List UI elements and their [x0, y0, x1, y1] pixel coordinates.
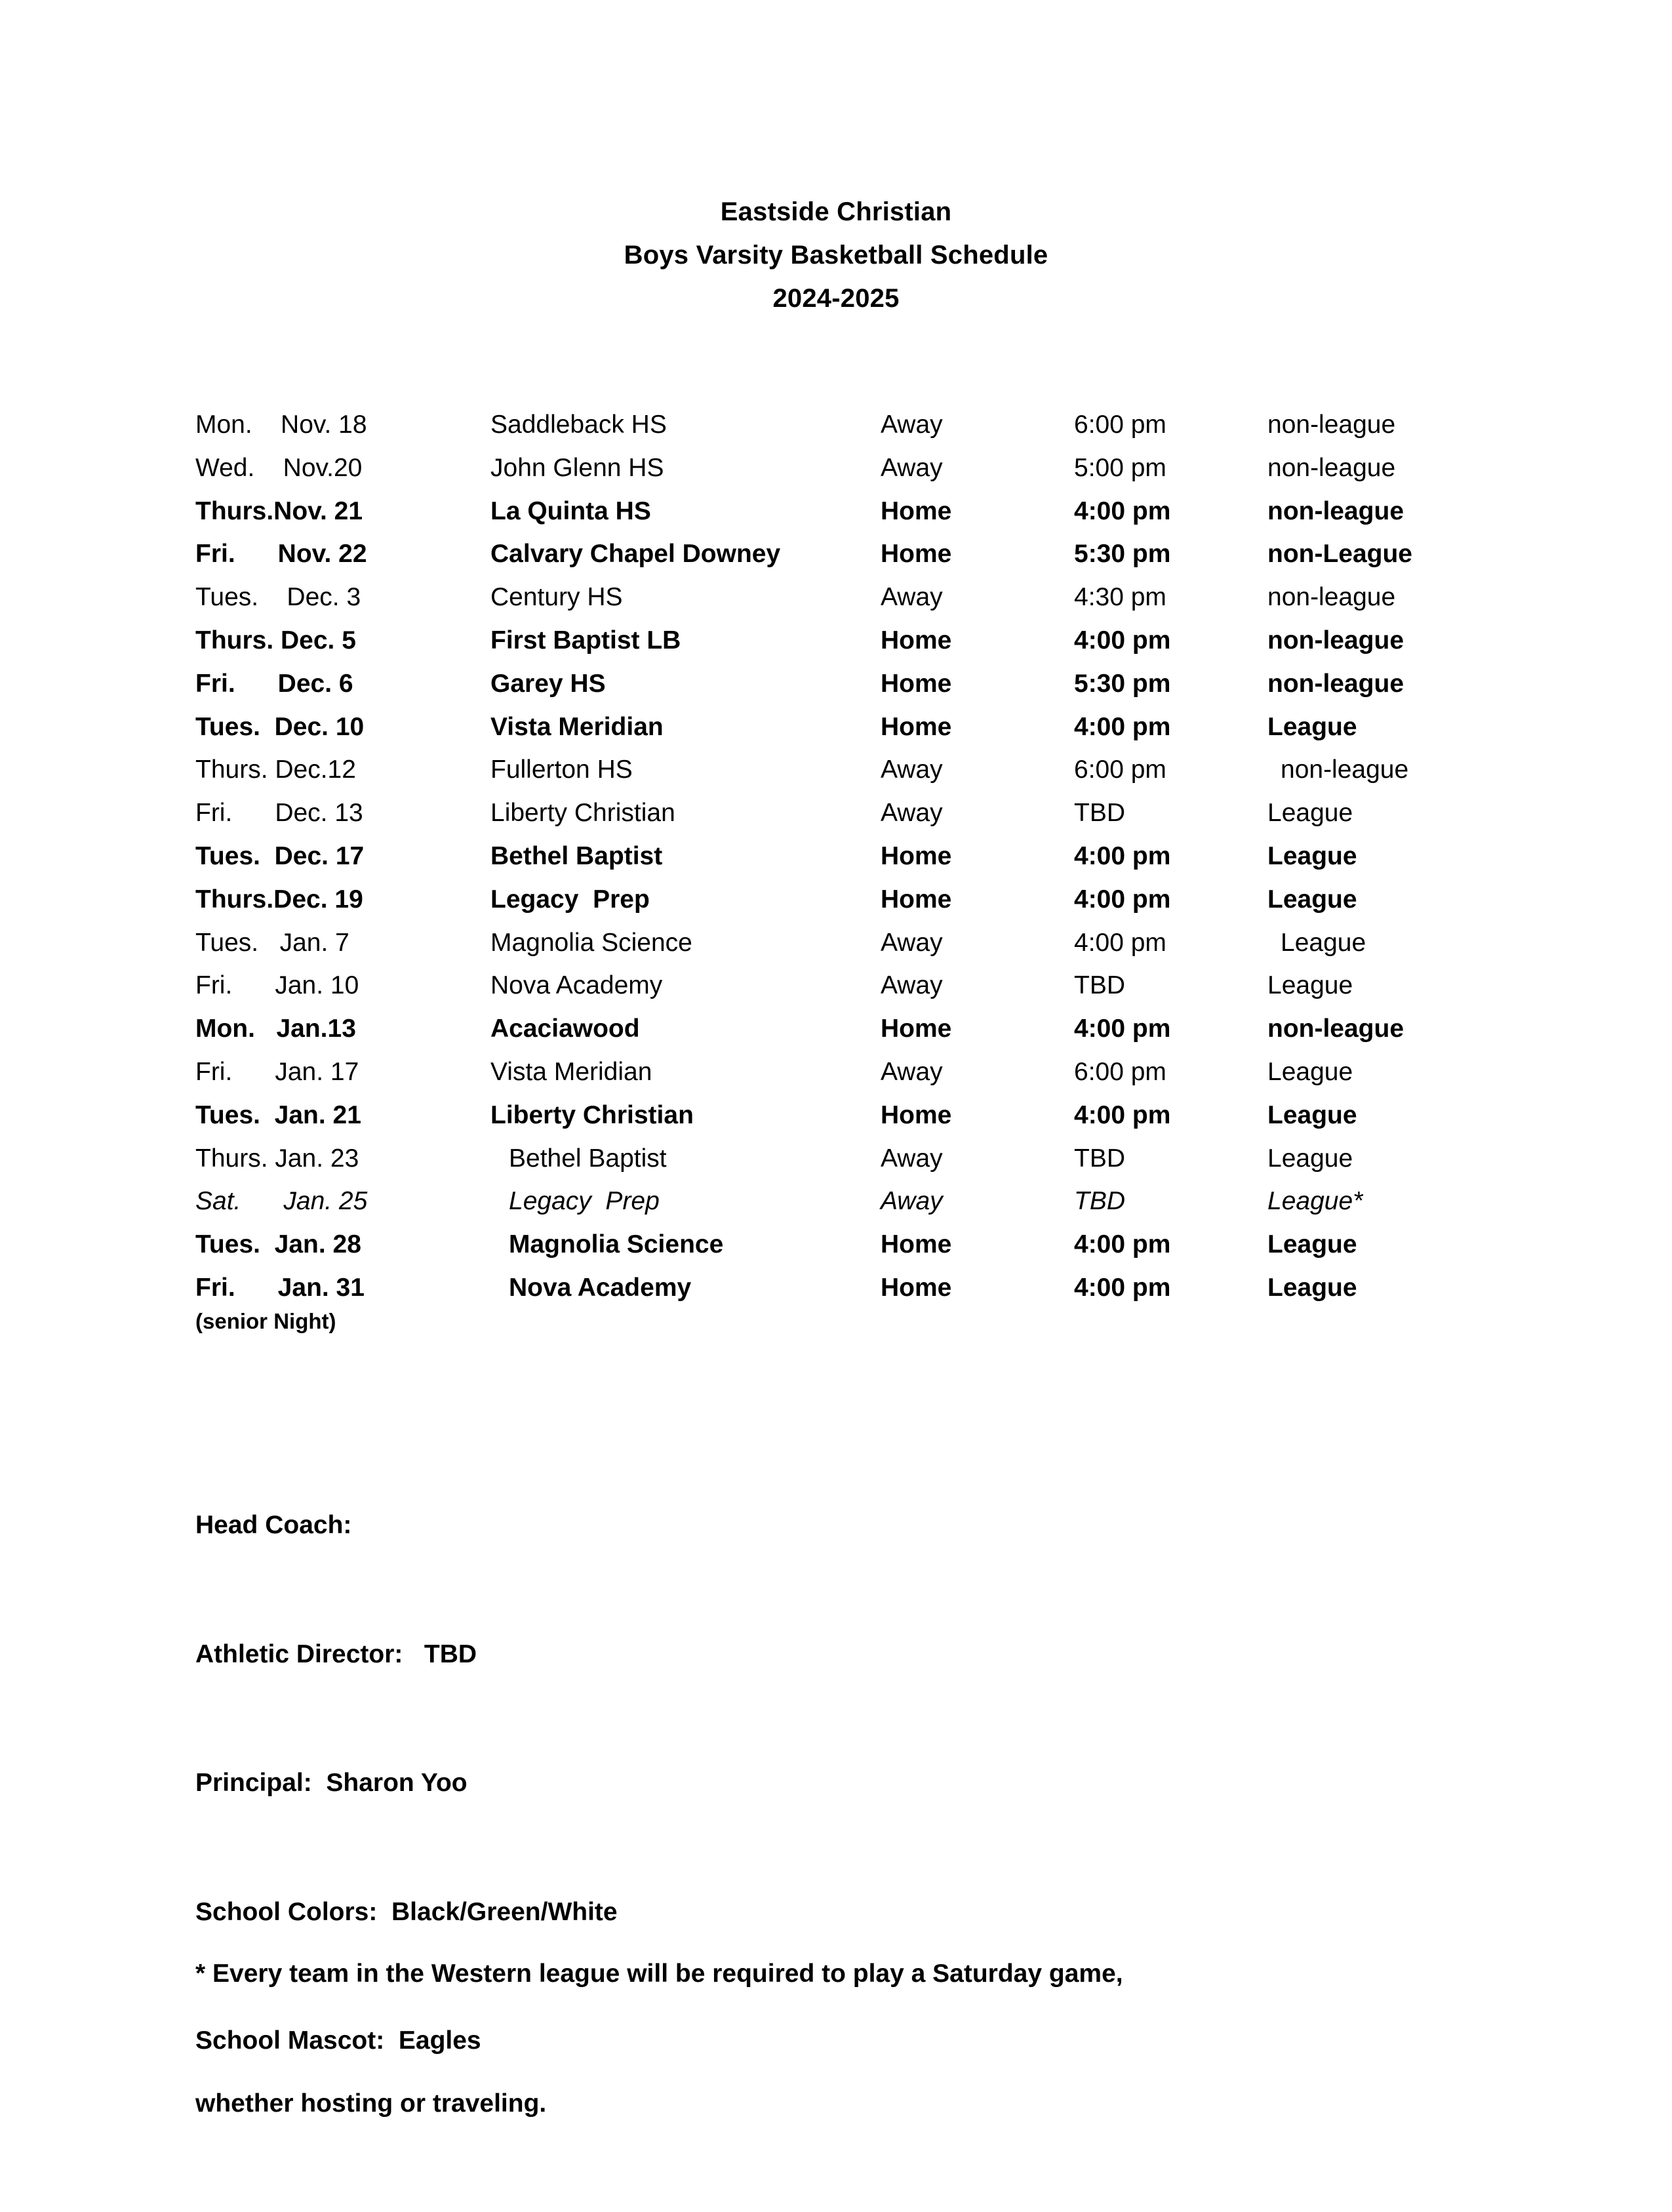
schedule-cell-time: 4:00 pm	[1074, 712, 1171, 741]
schedule-cell-day: Tues. Jan. 28	[195, 1230, 361, 1259]
schedule-cell-type: League	[1281, 928, 1366, 957]
schedule-cell-opponent: Nova Academy	[490, 971, 663, 1000]
schedule-cell-time: TBD	[1074, 1187, 1125, 1216]
document-title-block	[0, 190, 1672, 320]
schedule-cell-site: Home	[881, 1100, 952, 1129]
schedule-row	[195, 662, 1507, 706]
schedule-cell-time: 4:00 pm	[1074, 626, 1171, 654]
schedule-cell-type: League	[1267, 712, 1357, 741]
schedule-row	[195, 490, 1507, 533]
schedule-table	[195, 403, 1507, 1310]
schedule-cell-type: non-league	[1281, 755, 1409, 784]
title-line-school: Eastside Christian	[720, 197, 952, 226]
schedule-cell-day: Thurs.Nov. 21	[195, 496, 363, 525]
schedule-cell-site: Away	[881, 1187, 943, 1216]
schedule-cell-time: 4:00 pm	[1074, 1273, 1171, 1302]
schedule-row	[195, 835, 1507, 878]
schedule-cell-day: Wed. Nov.20	[195, 453, 363, 482]
schedule-row	[195, 447, 1507, 490]
schedule-cell-opponent: Vista Meridian	[490, 712, 664, 741]
schedule-cell-site: Home	[881, 841, 952, 870]
schedule-cell-opponent: Liberty Christian	[490, 799, 675, 828]
info-head-coach: Head Coach:	[195, 1511, 352, 1539]
title-line-program: Boys Varsity Basketball Schedule	[624, 241, 1048, 270]
schedule-cell-type: League	[1267, 799, 1353, 828]
footnote-line-2: whether hosting or traveling.	[195, 2089, 547, 2118]
info-athletic-director: Athletic Director: TBD	[195, 1639, 477, 1668]
schedule-row	[195, 706, 1507, 749]
schedule-cell-day: Fri. Dec. 13	[195, 799, 363, 828]
schedule-cell-time: 6:00 pm	[1074, 755, 1166, 784]
schedule-cell-day: Tues. Jan. 7	[195, 928, 349, 957]
schedule-cell-day: Mon. Jan.13	[195, 1015, 356, 1043]
schedule-row	[195, 619, 1507, 662]
schedule-cell-opponent: First Baptist LB	[490, 626, 681, 654]
schedule-cell-site: Home	[881, 885, 952, 914]
schedule-cell-type: non-league	[1267, 496, 1404, 525]
schedule-cell-opponent: Garey HS	[490, 669, 606, 698]
saturday-game-footnote	[195, 1866, 1428, 2212]
schedule-cell-type: League*	[1267, 1187, 1363, 1216]
schedule-row	[195, 921, 1507, 965]
schedule-cell-opponent: Fullerton HS	[490, 755, 633, 784]
schedule-cell-opponent: Vista Meridian	[490, 1057, 652, 1086]
schedule-cell-opponent: Legacy Prep	[490, 885, 650, 914]
schedule-cell-type: League	[1267, 885, 1357, 914]
schedule-cell-site: Home	[881, 669, 952, 698]
schedule-cell-type: non-league	[1267, 1015, 1404, 1043]
schedule-cell-day: Fri. Jan. 17	[195, 1057, 359, 1086]
schedule-row	[195, 403, 1507, 447]
schedule-cell-day: Fri. Jan. 10	[195, 971, 359, 1000]
schedule-cell-day: Fri. Dec. 6	[195, 669, 353, 698]
schedule-cell-type: League	[1267, 971, 1353, 1000]
schedule-cell-type: non-league	[1267, 411, 1396, 439]
senior-night-note: (senior Night)	[195, 1309, 336, 1333]
info-principal: Principal: Sharon Yoo	[195, 1769, 468, 1797]
schedule-cell-time: 4:00 pm	[1074, 841, 1171, 870]
schedule-cell-time: 4:00 pm	[1074, 1230, 1171, 1259]
title-line-season: 2024-2025	[772, 284, 900, 313]
schedule-cell-opponent: Century HS	[490, 583, 623, 612]
schedule-cell-time: 6:00 pm	[1074, 411, 1166, 439]
info-school-colors: School Colors: Black/Green/White	[195, 1897, 618, 1926]
schedule-cell-site: Away	[881, 1057, 943, 1086]
schedule-cell-site: Home	[881, 540, 952, 569]
schedule-cell-time: 6:00 pm	[1074, 1057, 1166, 1086]
info-school-mascot: School Mascot: Eagles	[195, 2026, 481, 2055]
schedule-row	[195, 1137, 1507, 1180]
schedule-row	[195, 878, 1507, 921]
schedule-cell-opponent: Saddleback HS	[490, 411, 667, 439]
schedule-cell-time: 5:30 pm	[1074, 669, 1171, 698]
schedule-cell-site: Home	[881, 1273, 952, 1302]
schedule-cell-day: Mon. Nov. 18	[195, 411, 367, 439]
schedule-cell-day: Fri. Nov. 22	[195, 540, 367, 569]
schedule-cell-site: Home	[881, 496, 952, 525]
schedule-cell-type: League	[1267, 1057, 1353, 1086]
schedule-cell-type: non-league	[1267, 453, 1396, 482]
schedule-cell-type: non-league	[1267, 669, 1404, 698]
schedule-cell-opponent: La Quinta HS	[490, 496, 651, 525]
schedule-cell-type: League	[1267, 841, 1357, 870]
schedule-cell-time: 4:00 pm	[1074, 885, 1171, 914]
schedule-cell-site: Away	[881, 583, 943, 612]
schedule-cell-type: League	[1267, 1230, 1357, 1259]
schedule-cell-time: 4:00 pm	[1074, 928, 1166, 957]
schedule-cell-opponent: Magnolia Science	[509, 1230, 724, 1259]
schedule-cell-time: 4:00 pm	[1074, 1100, 1171, 1129]
schedule-row	[195, 748, 1507, 792]
schedule-cell-opponent: Calvary Chapel Downey	[490, 540, 781, 569]
schedule-cell-type: League	[1267, 1100, 1357, 1129]
schedule-cell-type: League	[1267, 1144, 1353, 1173]
schedule-cell-site: Home	[881, 712, 952, 741]
schedule-cell-day: Tues. Dec. 3	[195, 583, 361, 612]
schedule-cell-day: Tues. Dec. 17	[195, 841, 365, 870]
schedule-cell-time: 5:00 pm	[1074, 453, 1166, 482]
schedule-cell-time: TBD	[1074, 1144, 1125, 1173]
schedule-row	[195, 964, 1507, 1007]
schedule-cell-time: TBD	[1074, 799, 1125, 828]
schedule-cell-type: non-League	[1267, 540, 1412, 569]
schedule-cell-site: Home	[881, 1230, 952, 1259]
footnote-line-1: * Every team in the Western league will be required to play a Saturday game,	[195, 1960, 1123, 1988]
schedule-cell-type: League	[1267, 1273, 1357, 1302]
schedule-cell-day: Sat. Jan. 25	[195, 1187, 368, 1216]
schedule-cell-day: Thurs. Dec. 5	[195, 626, 356, 654]
schedule-cell-opponent: Nova Academy	[509, 1273, 692, 1302]
schedule-row	[195, 792, 1507, 835]
schedule-cell-opponent: John Glenn HS	[490, 453, 664, 482]
schedule-cell-day: Thurs. Dec.12	[195, 755, 356, 784]
schedule-row	[195, 576, 1507, 619]
schedule-row	[195, 1223, 1507, 1266]
schedule-row	[195, 533, 1507, 576]
schedule-cell-site: Away	[881, 799, 943, 828]
schedule-cell-time: 5:30 pm	[1074, 540, 1171, 569]
schedule-cell-opponent: Acaciawood	[490, 1015, 640, 1043]
schedule-cell-day: Thurs. Jan. 23	[195, 1144, 359, 1173]
schedule-cell-time: 4:00 pm	[1074, 496, 1171, 525]
schedule-cell-day: Fri. Jan. 31	[195, 1273, 365, 1302]
schedule-cell-day: Tues. Dec. 10	[195, 712, 365, 741]
schedule-row	[195, 1007, 1507, 1051]
schedule-cell-time: 4:00 pm	[1074, 1015, 1171, 1043]
schedule-cell-site: Home	[881, 626, 952, 654]
schedule-cell-type: non-league	[1267, 626, 1404, 654]
schedule-cell-site: Away	[881, 928, 943, 957]
schedule-cell-time: 4:30 pm	[1074, 583, 1166, 612]
schedule-cell-site: Away	[881, 971, 943, 1000]
schedule-cell-opponent: Legacy Prep	[509, 1187, 660, 1216]
schedule-row	[195, 1180, 1507, 1223]
schedule-cell-site: Home	[881, 1015, 952, 1043]
schedule-cell-opponent: Liberty Christian	[490, 1100, 694, 1129]
schedule-row	[195, 1094, 1507, 1137]
schedule-cell-opponent: Magnolia Science	[490, 928, 692, 957]
schedule-cell-time: TBD	[1074, 971, 1125, 1000]
schedule-cell-day: Thurs.Dec. 19	[195, 885, 363, 914]
schedule-cell-site: Away	[881, 453, 943, 482]
schedule-cell-type: non-league	[1267, 583, 1396, 612]
schedule-row	[195, 1266, 1507, 1310]
schedule-cell-opponent: Bethel Baptist	[509, 1144, 667, 1173]
schedule-cell-site: Away	[881, 411, 943, 439]
schedule-cell-day: Tues. Jan. 21	[195, 1100, 361, 1129]
schedule-cell-site: Away	[881, 1144, 943, 1173]
schedule-cell-site: Away	[881, 755, 943, 784]
schedule-cell-opponent: Bethel Baptist	[490, 841, 663, 870]
schedule-row	[195, 1051, 1507, 1094]
